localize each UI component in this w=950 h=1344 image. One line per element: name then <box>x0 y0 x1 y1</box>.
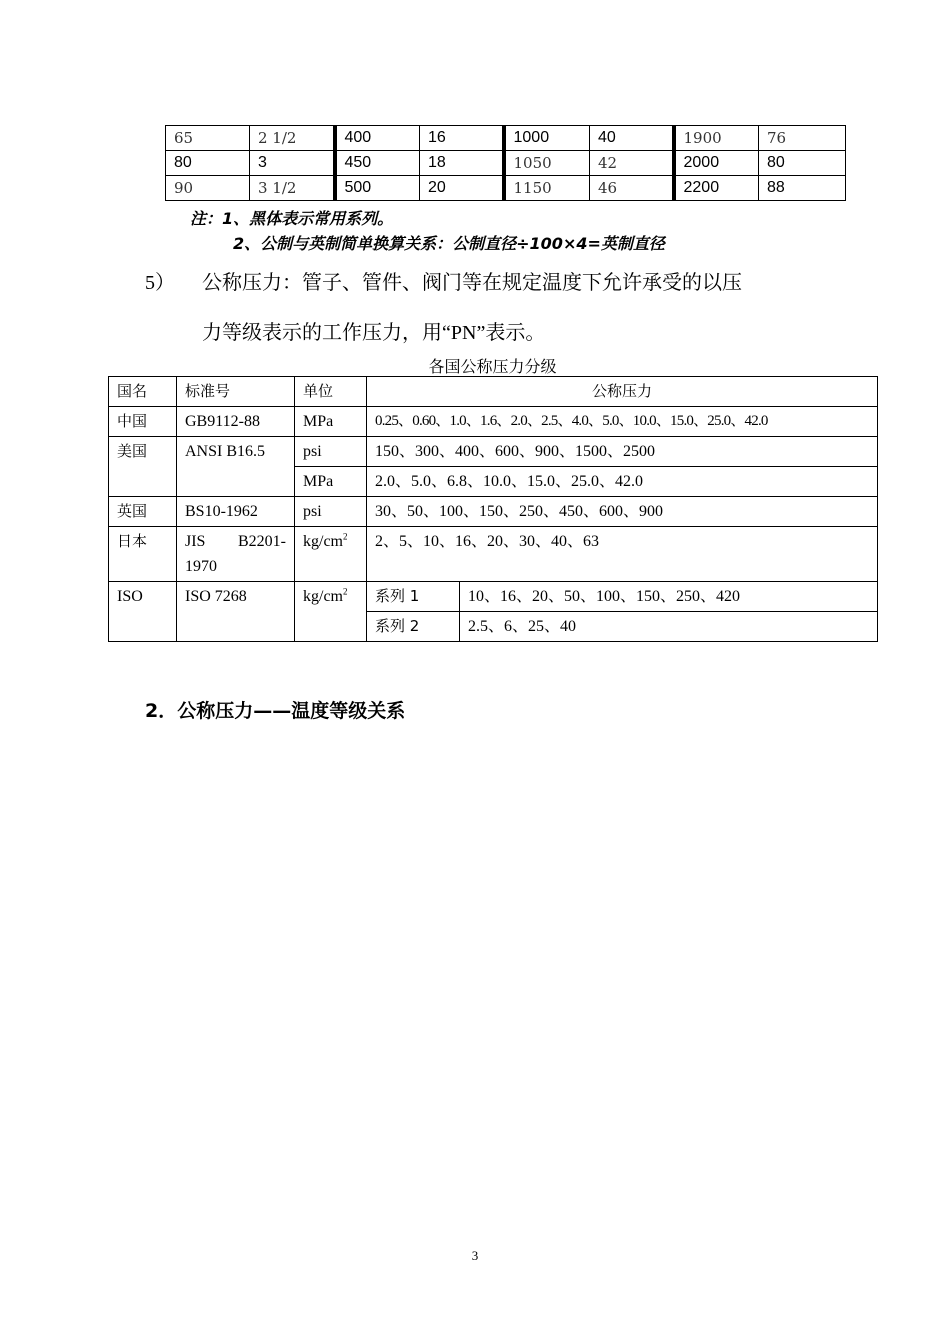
note-line-1: 注：1、黑体表示常用系列。 <box>190 209 394 228</box>
table-cell: 65 <box>166 126 250 151</box>
values-cell: 2、5、10、16、20、30、40、63 <box>367 527 878 582</box>
table-row <box>166 151 846 176</box>
unit-cell <box>295 582 367 642</box>
values-cell: 150、300、400、600、900、1500、2500 <box>367 437 878 467</box>
paragraph-line-1: 公称压力：管子、管件、阀门等在规定温度下允许承受的以压 <box>202 272 742 294</box>
table-header-row <box>109 377 878 407</box>
header-country: 国名 <box>109 377 177 407</box>
table-row <box>166 176 846 201</box>
standard-cell: ISO 7268 <box>177 582 295 642</box>
table-cell: 16 <box>420 126 504 151</box>
section-heading: 2．公称压力——温度等级关系 <box>145 700 406 722</box>
table-cell: 3 1/2 <box>250 176 335 201</box>
table-cell: 80 <box>166 151 250 176</box>
table-row <box>166 126 846 151</box>
standard-cell: GB9112-88 <box>177 407 295 437</box>
country-cell: 日本 <box>109 527 177 582</box>
table-cell: 18 <box>420 151 504 176</box>
standard-part: 1970 <box>185 558 217 575</box>
values-cell: 30、50、100、150、250、450、600、900 <box>367 497 878 527</box>
table-cell: 1150 <box>504 176 590 201</box>
page-number: 3 <box>471 1248 479 1263</box>
table-caption: 各国公称压力分级 <box>428 357 557 376</box>
values-cell: 2.5、6、25、40 <box>460 612 878 642</box>
country-cell: 中国 <box>109 407 177 437</box>
series-label: 系列 2 <box>367 612 460 642</box>
table-row <box>109 407 878 437</box>
header-standard: 标准号 <box>177 377 295 407</box>
table-row <box>109 527 878 582</box>
unit-base: kg/cm <box>303 588 343 605</box>
country-cell: ISO <box>109 582 177 642</box>
table-cell: 1000 <box>504 126 590 151</box>
table-cell: 40 <box>590 126 674 151</box>
table-cell: 88 <box>759 176 846 201</box>
standard-cell <box>177 527 295 582</box>
table-cell: 450 <box>335 151 420 176</box>
country-cell: 美国 <box>109 437 177 497</box>
table-cell: 2000 <box>674 151 759 176</box>
size-table <box>165 125 846 201</box>
unit-base: kg/cm <box>303 533 343 550</box>
table-cell: 500 <box>335 176 420 201</box>
unit-cell: psi <box>295 497 367 527</box>
table-cell: 20 <box>420 176 504 201</box>
country-cell: 英国 <box>109 497 177 527</box>
standard-part: B2201- <box>238 533 286 550</box>
table-cell: 46 <box>590 176 674 201</box>
table-cell: 1050 <box>504 151 590 176</box>
table-cell: 2 1/2 <box>250 126 335 151</box>
unit-superscript: 2 <box>343 531 348 542</box>
paragraph-number: 5） <box>145 272 175 294</box>
table-cell: 2200 <box>674 176 759 201</box>
unit-cell: MPa <box>295 407 367 437</box>
table-cell: 1900 <box>674 126 759 151</box>
header-unit: 单位 <box>295 377 367 407</box>
table-row <box>109 497 878 527</box>
table-cell: 400 <box>335 126 420 151</box>
values-cell: 10、16、20、50、100、150、250、420 <box>460 582 878 612</box>
standard-cell: ANSI B16.5 <box>177 437 295 497</box>
table-cell: 42 <box>590 151 674 176</box>
note-line-2: 2、公制与英制简单换算关系：公制直径÷100×4=英制直径 <box>233 234 665 253</box>
table-row <box>109 582 878 612</box>
table-cell: 90 <box>166 176 250 201</box>
header-nominal-pressure: 公称压力 <box>367 377 878 407</box>
standard-part: JIS <box>185 533 206 550</box>
unit-cell <box>295 527 367 582</box>
unit-cell: MPa <box>295 467 367 497</box>
values-cell: 2.0、5.0、6.8、10.0、15.0、25.0、42.0 <box>367 467 878 497</box>
table-cell: 76 <box>759 126 846 151</box>
table-cell: 3 <box>250 151 335 176</box>
series-label: 系列 1 <box>367 582 460 612</box>
unit-cell: psi <box>295 437 367 467</box>
pressure-rating-table <box>108 376 878 642</box>
values-cell: 0.25、0.60、1.0、1.6、2.0、2.5、4.0、5.0、10.0、15.0、25.0、42.0 <box>367 407 878 437</box>
table-row <box>109 437 878 467</box>
unit-superscript: 2 <box>343 586 348 597</box>
paragraph-line-2: 力等级表示的工作压力，用“PN”表示。 <box>202 322 546 344</box>
standard-cell: BS10-1962 <box>177 497 295 527</box>
table-cell: 80 <box>759 151 846 176</box>
